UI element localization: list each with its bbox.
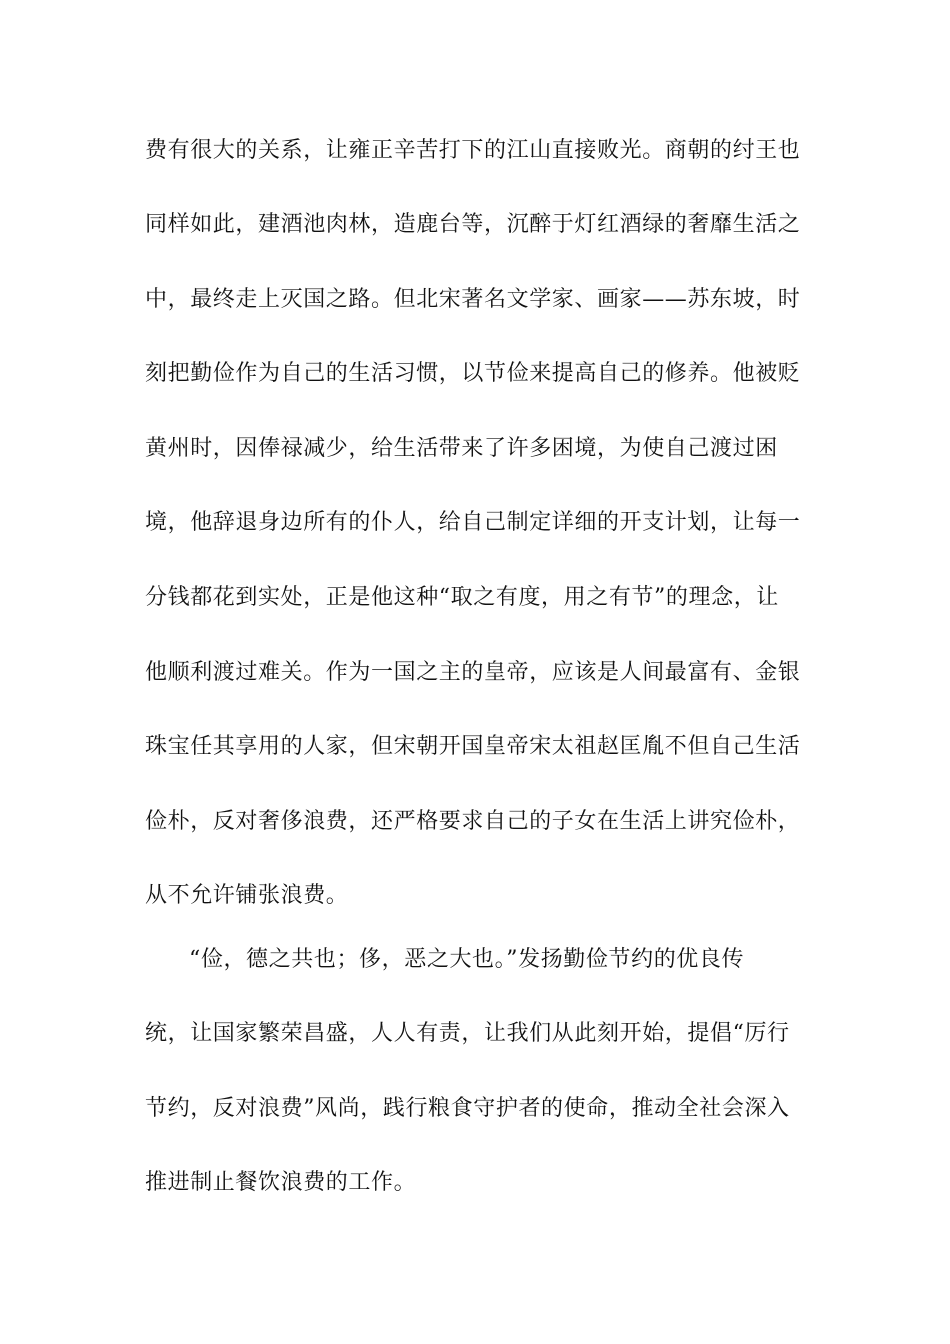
paragraph-first-line: “俭，德之共也；侈，恶之大也。”发扬勤俭节约的优良传 — [189, 947, 745, 972]
text-line: 节约，反对浪费”风尚，践行粮食守护者的使命，推动全社会深入 — [145, 1096, 790, 1121]
text-line: 他顺利渡过难关。作为一国之主的皇帝，应该是人间最富有、金银 — [145, 660, 801, 685]
text-line: 费有很大的关系，让雍正辛苦打下的江山直接败光。商朝的纣王也 — [145, 138, 801, 163]
text-line: 俭朴，反对奢侈浪费，还严格要求自己的子女在生活上讲究俭朴， — [145, 809, 801, 834]
text-line: 珠宝任其享用的人家，但宋朝开国皇帝宋太祖赵匡胤不但自己生活 — [145, 734, 801, 759]
text-line: 刻把勤俭作为自己的生活习惯，以节俭来提高自己的修养。他被贬 — [145, 361, 801, 386]
text-line: 中，最终走上灭国之路。但北宋著名文学家、画家——苏东坡，时 — [145, 287, 801, 312]
text-line: 黄州时，因俸禄减少，给生活带来了许多困境，为使自己渡过困 — [145, 436, 778, 461]
text-line: 境，他辞退身边所有的仆人，给自己制定详细的开支计划，让每一 — [145, 510, 801, 535]
text-line: 分钱都花到实处，正是他这种“取之有度，用之有节”的理念，让 — [145, 585, 779, 610]
text-line: 推进制止餐饮浪费的工作。 — [145, 1170, 417, 1195]
text-line: 同样如此，建酒池肉林，造鹿台等，沉醉于灯红酒绿的奢靡生活之 — [145, 212, 801, 237]
text-line: 统，让国家繁荣昌盛，人人有责，让我们从此刻开始，提倡“厉行 — [145, 1021, 790, 1046]
text-line: 从不允许铺张浪费。 — [145, 883, 349, 908]
